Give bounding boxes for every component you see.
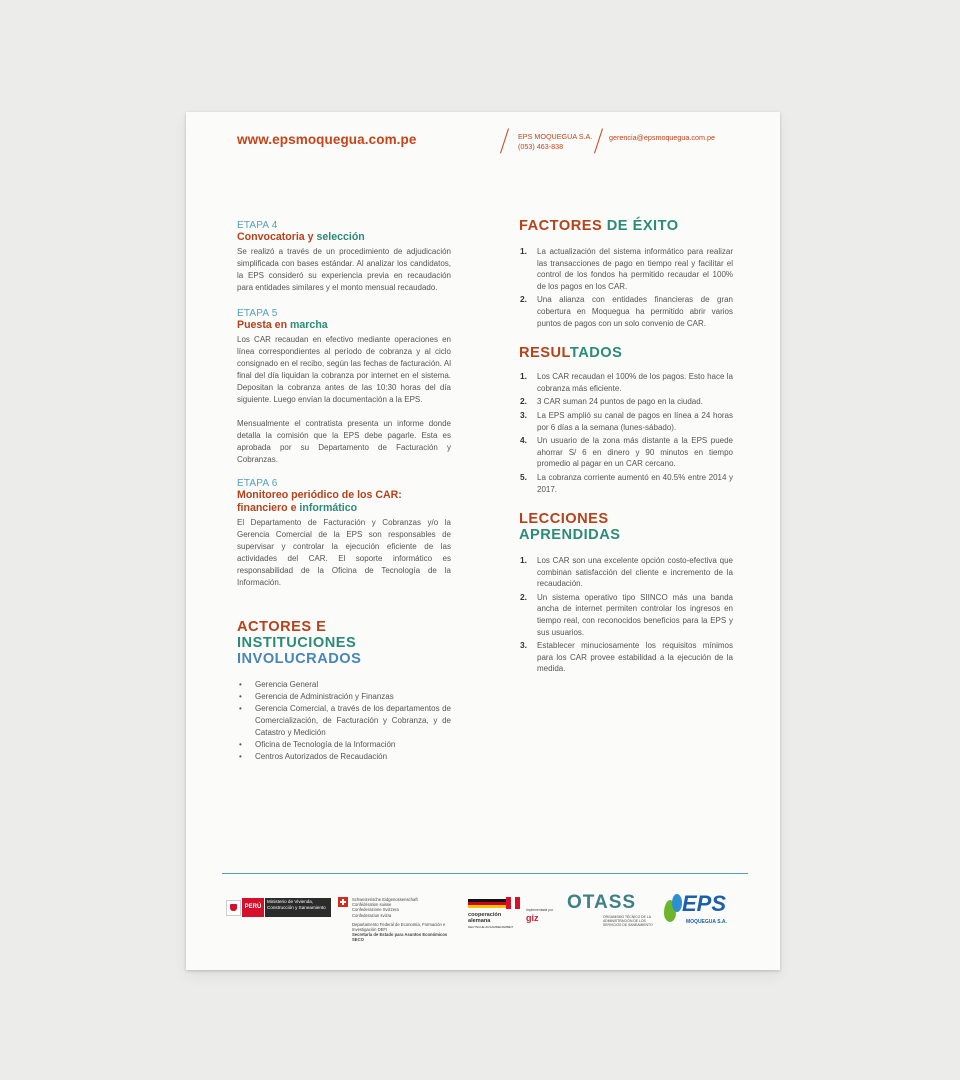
etapa-paragraph: El Departamento de Facturación y Cobranzas y/o la Gerencia Comercial de la EPS son responsables de supervisar y controlar la ejecución eficiente de las actividades del CAR. El soporte informático es responsabilidad de la Oficina de Tecnología de la Información. [237,518,451,587]
etapa-paragraph: Los CAR recaudan en efectivo mediante operaciones en línea correspondientes al período de cobranza y al ciclo consignado en el recibo, según las fechas de facturación. Al final del día liquidan la cobranza por internet en el sistema. Depositan la cobranza antes de las 10:30 horas del día siguiente. Luego envían la documentación a la EPS. [237,335,451,404]
peru-flag-icon [506,897,520,909]
website-url[interactable]: www.epsmoquegua.com.pe [237,132,417,147]
ministerio-name: Ministerio de Vivienda, Construcción y Saneamiento [265,898,331,917]
header-divider [594,128,603,153]
company-phone: (053) 463-838 [518,142,564,151]
list-item: • Gerencia Comercial, a través de los departamentos de Comercialización, de Facturación y Cobranza, y de Catastro y Medición [239,704,451,737]
list-item: 3. Establecer minuciosamente los requisitos mínimos para los CAR provee estabilidad a la ejecución de la medida. [520,640,733,674]
left-column [237,220,451,763]
brochure-page [186,112,780,970]
swiss-cross-icon [338,897,348,907]
factores-section [519,218,733,329]
section-title: APRENDIDAS [519,527,621,544]
etapa-4 [237,220,451,294]
etapa-title: Puesta en marcha [237,319,328,331]
resultados-list [519,371,733,495]
actores-section [237,619,451,763]
list-item: • Centros Autorizados de Recaudación [239,752,388,761]
header-contact [518,132,592,152]
etapa-paragraph: Mensualmente el contratista presenta un informe donde detalla la comisión que la EPS debe pagarle. Esta es aprobada por su Departamento de Facturación y Cobranzas. [237,419,451,464]
list-item: • Oficina de Tecnología de la Información [239,740,396,749]
shield-icon [226,900,241,916]
list-item: 3. La EPS amplió su canal de pagos en línea a 24 horas por 6 días a la semana (lunes-sábado). [520,409,733,432]
list-item: 2. Una alianza con entidades financieras de gran cobertura en Moquegua ha permitido abrir varios puntos de pagos con un solo convenio de CAR. [520,294,733,328]
header-divider [500,128,509,153]
section-title: FACTORES DE ÉXITO [519,218,679,234]
etapa-label: ETAPA 4 [237,220,278,231]
footer-divider [222,873,748,874]
list-item: 5. La cobranza corriente aumentó en 40.5% entre 2014 y 2017. [520,471,733,494]
list-item: • Gerencia de Administración y Finanzas [239,692,394,701]
etapa-label: ETAPA 6 [237,478,278,489]
section-title: LECCIONES [519,511,609,528]
list-item: 2. 3 CAR suman 24 puntos de pago en la ciudad. [520,396,703,407]
giz-logo: implementada por giz [526,908,554,924]
list-item: 1. Los CAR recaudan el 100% de los pagos. Esto hace la cobranza más eficiente. [520,371,733,393]
etapa-title: Convocatoria y selección [237,231,365,243]
right-column [519,218,733,677]
peru-label: PERÚ [242,898,264,917]
company-name: EPS MOQUEGUA S.A. [518,132,593,141]
etapa-5 [237,308,451,466]
company-email[interactable]: gerencia@epsmoquegua.com.pe [609,133,715,142]
coop-text: cooperación alemana DEUTSCHE ZUSAMMENARBEIT [468,912,514,929]
section-title: INSTITUCIONES [237,635,357,651]
section-title: ACTORES E [237,619,327,635]
list-item: • Gerencia General [239,680,319,689]
etapa-title: Monitoreo periódico de los CAR: financiero e informático [237,489,402,514]
otass-logo: OTASS ORGANISMO TÉCNICO DE LA ADMINISTRACIÓN DE LOS SERVICIOS DE SANEAMIENTO [567,892,653,928]
eps-subtitle: MOQUEGUA S.A. [686,919,727,925]
list-item: 4. Un usuario de la zona más distante a la EPS puede ahorrar S/ 6 en dinero y 90 minutos en tiempo promedio al pagar en un CAR cercano. [520,435,733,469]
factores-list [519,246,733,329]
list-item: 1. Los CAR son una excelente opción costo-efectiva que combinan satisfacción del cliente e incremento de la recaudación. [520,555,733,589]
eps-moquegua-logo [664,892,734,932]
actores-list [237,679,451,763]
resultados-section [519,345,733,495]
section-title: RESULTADOS [519,345,623,362]
etapa-label: ETAPA 5 [237,308,278,319]
list-item: 2. Un sistema operativo tipo SIINCO más una banda ancha de internet permiten controlar los ingresos en tiempo real, con reconocidos beneficios para la EPS y sus usuarios. [520,591,733,637]
water-drop-icon [672,894,682,912]
etapa-6 [237,478,451,589]
ministerio-logo [226,898,332,917]
section-title: INVOLUCRADOS [237,651,362,667]
eps-wordmark: EPS [682,891,727,916]
lecciones-section [519,511,733,675]
lecciones-list [519,555,733,675]
list-item: 1. La actualización del sistema informático para realizar las transacciones de pago en tiempo real y facilitar el control de los fondos ha permitido recaudar el 100% de los pagos en los CAR. [520,246,733,291]
swiss-confederation: Schweizerische Eidgenossenschaft Confédération suisse Confederazione Svizzera Confederaziun svizra Departamento Federal de Economía, Formación e Investigación DEFI Secretaría de Estado para Asuntos Económicos SECO [352,897,448,943]
etapa-paragraph: Se realizó a través de un procedimiento de adjudicación simplificada con bases estándar. Al analizar los candidatos, la EPS consideró su experiencia previa en recaudación para entidades similares y el monto mensual recaudado. [237,247,451,292]
